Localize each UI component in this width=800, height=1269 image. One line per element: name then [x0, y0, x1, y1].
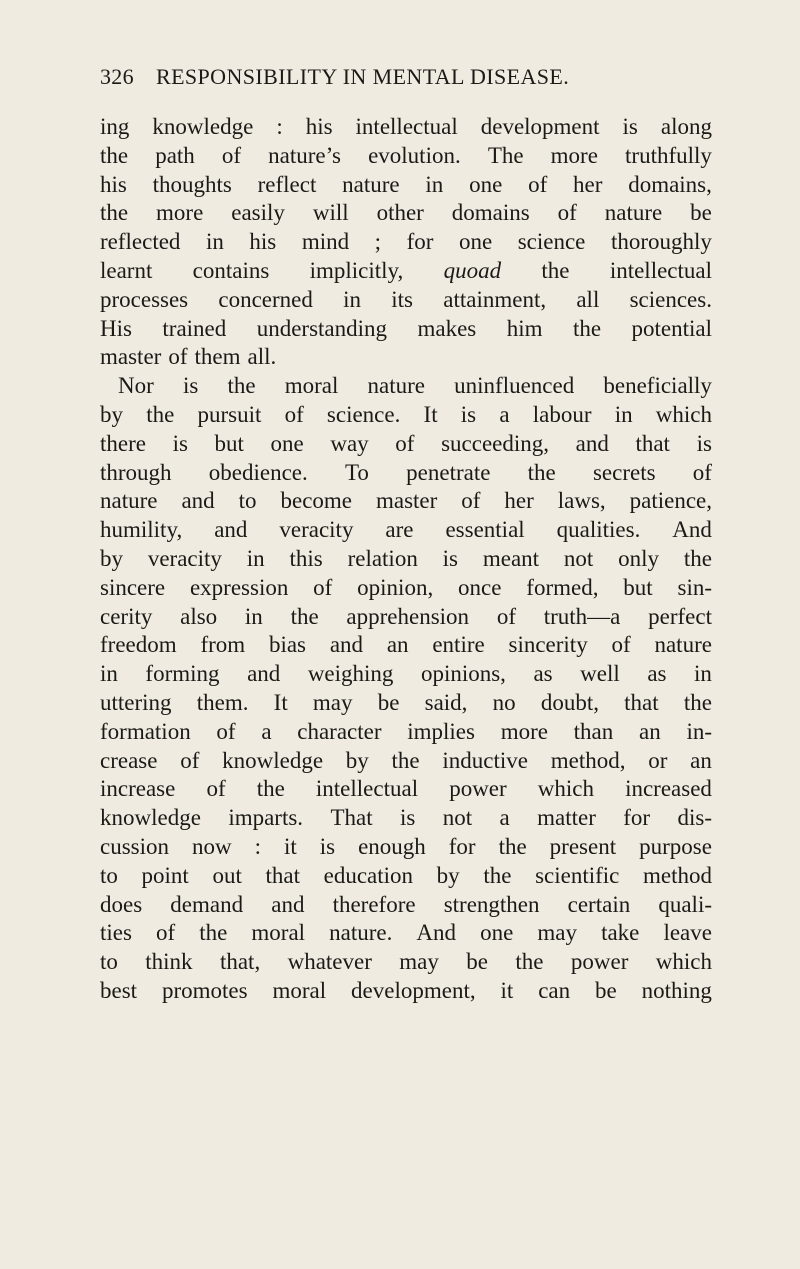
word: by	[100, 545, 123, 571]
word: domains,	[628, 171, 712, 197]
word: evolution.	[368, 142, 461, 168]
word: implicitly,	[309, 257, 404, 283]
word: an	[386, 632, 409, 658]
word: can	[538, 977, 571, 1003]
text-line	[100, 257, 712, 286]
word: nothing	[641, 977, 712, 1003]
text-line	[100, 833, 712, 862]
text-line	[100, 775, 712, 804]
page-number: 326	[100, 64, 134, 89]
word: therefore	[332, 891, 416, 917]
word: best	[100, 977, 138, 1003]
word: master	[100, 344, 162, 370]
word: concerned	[218, 286, 313, 312]
word: of	[611, 632, 631, 658]
running-head-title: RESPONSIBILITY IN MENTAL DISEASE.	[156, 64, 570, 89]
word: than	[573, 718, 614, 744]
word: in	[694, 661, 712, 687]
word: labour	[532, 401, 592, 427]
text-line	[100, 171, 712, 200]
word: the	[515, 949, 544, 975]
word: opinion,	[357, 574, 434, 600]
word: more	[156, 200, 204, 226]
word: inductive	[442, 747, 528, 773]
text-line	[100, 372, 712, 401]
word: of	[557, 200, 577, 226]
word: not	[442, 805, 473, 831]
word: of	[206, 776, 226, 802]
text-line	[100, 430, 712, 459]
word: in	[244, 603, 263, 629]
text-line	[100, 343, 712, 372]
word: as	[533, 661, 553, 687]
word: the	[100, 142, 129, 168]
word: And	[416, 920, 457, 946]
word: more	[550, 142, 598, 168]
word: :	[276, 114, 283, 139]
word: that	[265, 862, 300, 888]
word: The	[487, 142, 524, 168]
text-line	[100, 545, 712, 574]
word: and	[575, 430, 609, 456]
word: essential	[445, 517, 525, 543]
word: does	[100, 891, 143, 917]
word: laws,	[557, 488, 606, 514]
word: may	[399, 949, 439, 975]
word: power	[449, 776, 507, 802]
word: development	[480, 114, 600, 139]
word: formation	[100, 718, 191, 744]
word: nature	[100, 488, 158, 514]
word: for	[406, 229, 434, 255]
word: once	[458, 574, 502, 600]
word: character	[297, 718, 382, 744]
word: And	[672, 517, 712, 543]
word: in	[100, 661, 118, 687]
word: take	[601, 920, 640, 946]
text-line	[100, 199, 712, 228]
text-line	[100, 747, 712, 776]
paragraph-1	[100, 113, 712, 372]
word: of	[216, 718, 236, 744]
word: potential	[631, 315, 712, 341]
text-line	[100, 516, 712, 545]
word: this	[289, 545, 323, 571]
word: but	[623, 574, 653, 600]
word: imparts.	[228, 805, 304, 831]
word: nature	[367, 373, 425, 399]
word: increase	[100, 776, 176, 802]
word: the	[498, 833, 527, 859]
word: promotes	[161, 977, 248, 1003]
word: sincerity	[508, 632, 588, 658]
word: and	[271, 891, 305, 917]
text-line	[100, 487, 712, 516]
word: development,	[351, 977, 476, 1003]
word: the	[199, 920, 228, 946]
body-text	[100, 113, 712, 1006]
word: moral	[284, 373, 339, 399]
word: point	[141, 862, 189, 888]
word: ing	[100, 114, 130, 139]
word: truth—a	[543, 603, 621, 629]
word: It	[423, 401, 438, 427]
word: whatever	[287, 949, 372, 975]
word: forming	[145, 661, 220, 687]
word: and	[181, 488, 215, 514]
word: is	[319, 833, 336, 859]
word: domains	[451, 200, 530, 226]
word: learnt	[100, 257, 153, 283]
word: there	[100, 430, 146, 456]
word: moral	[251, 920, 306, 946]
word: trained	[162, 315, 227, 341]
text-line	[100, 286, 712, 315]
word: the	[683, 545, 712, 571]
text-line	[100, 804, 712, 833]
word: formed,	[526, 574, 599, 600]
word: expression	[189, 574, 289, 600]
text-line	[100, 631, 712, 660]
word: to	[238, 488, 257, 514]
word: nature	[604, 200, 663, 226]
word: qualities.	[556, 517, 641, 543]
word: his	[305, 114, 333, 139]
text-line	[100, 689, 712, 718]
word: doubt,	[540, 689, 599, 715]
word: one	[270, 430, 304, 456]
word: the	[227, 373, 256, 399]
word: perfect	[648, 603, 712, 629]
word: well	[580, 661, 620, 687]
word: the	[572, 315, 602, 341]
word: is	[182, 373, 199, 399]
word: attainment,	[443, 286, 547, 312]
word: of	[168, 344, 188, 370]
text-line	[100, 891, 712, 920]
word: of	[395, 430, 415, 456]
word: enough	[358, 833, 426, 859]
word: by	[345, 747, 369, 773]
word: nature	[654, 632, 712, 658]
text-line	[100, 718, 712, 747]
word: from	[200, 632, 246, 658]
word: veracity	[147, 545, 222, 571]
word: of	[180, 747, 200, 773]
word: :	[254, 833, 261, 859]
word: and	[247, 661, 281, 687]
word: a	[499, 401, 510, 427]
word: all.	[247, 344, 277, 370]
word: be	[466, 949, 488, 975]
text-line	[100, 977, 712, 1006]
word: of	[156, 920, 176, 946]
text-line	[100, 315, 712, 344]
word: but	[214, 430, 244, 456]
text-line	[100, 660, 712, 689]
word: him	[506, 315, 543, 341]
word: nature.	[329, 920, 393, 946]
text-line	[100, 142, 712, 171]
word: is	[400, 805, 416, 831]
word: moral	[272, 977, 327, 1003]
word: be	[595, 977, 617, 1003]
word: method	[643, 862, 712, 888]
word: intellectual	[609, 257, 712, 283]
word: of	[313, 574, 333, 600]
word: ties	[100, 920, 132, 946]
word: an	[690, 747, 712, 773]
word: It	[273, 689, 288, 715]
word: bias	[268, 632, 307, 658]
word: easily	[231, 200, 285, 226]
word: entire	[432, 632, 485, 658]
word: a	[261, 718, 272, 744]
word: in	[614, 401, 633, 427]
word: thoroughly	[610, 229, 712, 255]
word: as	[647, 661, 667, 687]
word: To	[344, 459, 369, 485]
word: the	[256, 776, 285, 802]
word: succeeding,	[441, 430, 550, 456]
word: may	[537, 920, 577, 946]
word: reflect	[257, 171, 317, 197]
word: the	[483, 862, 512, 888]
word: thoughts	[152, 171, 232, 197]
word: the	[290, 603, 319, 629]
word: and	[214, 517, 248, 543]
word: its	[391, 286, 414, 312]
word: her	[573, 171, 603, 197]
word: quali-	[658, 891, 712, 917]
text-line	[100, 401, 712, 430]
word: by	[436, 862, 460, 888]
word: the	[527, 459, 556, 485]
word: makes	[417, 315, 477, 341]
word: master	[375, 488, 438, 514]
word: is	[622, 114, 638, 139]
word: sincere	[100, 574, 166, 600]
word: intellectual	[315, 776, 419, 802]
word: her	[504, 488, 534, 514]
word: also	[180, 603, 218, 629]
word: in	[205, 229, 224, 255]
word: which	[655, 949, 712, 975]
word: opinions,	[420, 661, 506, 687]
word: a	[499, 805, 510, 831]
word: sin-	[677, 574, 712, 600]
text-line	[100, 228, 712, 257]
word: apprehension	[346, 603, 470, 629]
word: that	[635, 430, 670, 456]
word: knowledge	[100, 805, 201, 831]
word: one	[458, 229, 493, 255]
word: way	[330, 430, 369, 456]
word: of	[496, 603, 516, 629]
word: other	[376, 200, 424, 226]
word: present	[549, 833, 617, 859]
word: one	[480, 920, 514, 946]
word: penetrate	[406, 459, 491, 485]
word: to	[100, 949, 118, 975]
word: will	[312, 200, 349, 226]
word: crease	[100, 747, 158, 773]
word: weighing	[307, 661, 394, 687]
word: it	[500, 977, 514, 1003]
word: patience,	[629, 488, 712, 514]
word: his	[100, 171, 127, 197]
word: them	[194, 344, 241, 370]
word: think	[145, 949, 193, 975]
running-head	[100, 64, 700, 94]
word: scientific	[535, 862, 620, 888]
word: for	[448, 833, 476, 859]
word: power	[570, 949, 629, 975]
word: education	[323, 862, 414, 888]
word: that	[624, 689, 659, 715]
word: in-	[686, 718, 712, 744]
paragraph-2	[100, 372, 712, 1006]
word: intellectual	[355, 114, 458, 139]
word: all	[576, 286, 600, 312]
word: which	[537, 776, 594, 802]
word: or	[648, 747, 668, 773]
word: to	[100, 862, 118, 888]
word: secrets	[592, 459, 656, 485]
word: no	[492, 689, 516, 715]
word: of	[284, 401, 304, 427]
word: is	[696, 430, 712, 456]
word: only	[618, 545, 660, 571]
word: may	[312, 689, 353, 715]
word: it	[283, 833, 297, 859]
word: leave	[663, 920, 712, 946]
word: be	[690, 200, 712, 226]
word: them.	[196, 689, 249, 715]
word: for	[623, 805, 651, 831]
word: beneficially	[603, 373, 712, 399]
text-line	[100, 948, 712, 977]
text-line	[100, 113, 712, 142]
word: more	[500, 718, 548, 744]
word: path	[155, 142, 195, 168]
word: obedience.	[208, 459, 308, 485]
word: in	[343, 286, 362, 312]
word: now	[191, 833, 232, 859]
word: purpose	[639, 833, 712, 859]
text-line	[100, 919, 712, 948]
word: the	[683, 689, 712, 715]
word: by	[100, 401, 123, 427]
word: dis-	[677, 805, 712, 831]
word: cerity	[100, 603, 153, 629]
word: the	[146, 401, 175, 427]
word: ;	[374, 229, 382, 255]
word: become	[280, 488, 352, 514]
word: nature’s	[268, 142, 341, 168]
text-line	[100, 574, 712, 603]
word: nature	[342, 171, 400, 197]
word: understanding	[256, 315, 388, 341]
word: the	[541, 257, 570, 283]
word: knowledge	[222, 747, 324, 773]
text-line	[100, 459, 712, 488]
word: of	[528, 171, 548, 197]
word: freedom	[100, 632, 177, 658]
word: in	[246, 545, 265, 571]
word: sciences.	[629, 286, 712, 312]
word: the	[391, 747, 420, 773]
word: implies	[407, 718, 475, 744]
word: reflected	[100, 229, 181, 255]
text-line	[100, 862, 712, 891]
word: method,	[550, 747, 626, 773]
word: strengthen	[443, 891, 540, 917]
word: matter	[537, 805, 596, 831]
word: of	[461, 488, 481, 514]
word: one	[469, 171, 503, 197]
word: relation	[347, 545, 418, 571]
word: Nor	[118, 373, 154, 399]
word: is	[172, 430, 188, 456]
word: uttering	[100, 689, 172, 715]
word: are	[385, 517, 414, 543]
word: mind	[301, 229, 350, 255]
word: humility,	[100, 517, 183, 543]
text-line	[100, 603, 712, 632]
word: certain	[567, 891, 631, 917]
word: processes	[100, 286, 189, 312]
word: said,	[424, 689, 468, 715]
word: of	[221, 142, 242, 168]
word: of	[692, 459, 712, 485]
word: contains	[192, 257, 270, 283]
word: quoad	[443, 257, 502, 283]
word: along	[660, 114, 712, 139]
word: meant	[482, 545, 540, 571]
word: cussion	[100, 833, 169, 859]
word: an	[639, 718, 661, 744]
word: veracity	[279, 517, 354, 543]
word: his	[249, 229, 277, 255]
word: in	[425, 171, 444, 197]
word: science	[517, 229, 586, 255]
word: not	[563, 545, 594, 571]
word: demand	[170, 891, 244, 917]
word: out	[212, 862, 242, 888]
word: science.	[326, 401, 401, 427]
word: be	[377, 689, 400, 715]
word: His	[100, 315, 132, 341]
word: the	[100, 200, 129, 226]
word: through	[100, 459, 172, 485]
word: increased	[625, 776, 712, 802]
word: truthfully	[625, 142, 712, 168]
word: knowledge	[152, 114, 254, 139]
word: and	[329, 632, 364, 658]
word: that,	[219, 949, 261, 975]
word: is	[442, 545, 459, 571]
word: That	[330, 805, 373, 831]
word: is	[460, 401, 477, 427]
word: uninfluenced	[454, 373, 575, 399]
word: pursuit	[197, 401, 262, 427]
word: which	[655, 401, 712, 427]
